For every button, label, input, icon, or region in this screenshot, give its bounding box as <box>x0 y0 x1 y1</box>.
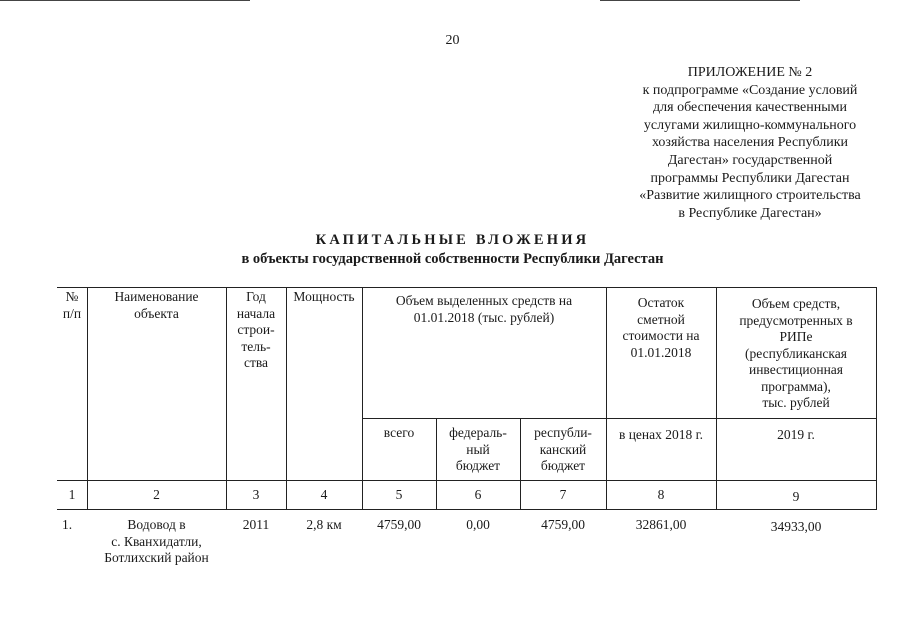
column-number: 7 <box>559 487 567 502</box>
page-number: 20 <box>445 33 460 48</box>
header-capacity: Мощность <box>293 289 355 304</box>
header-ripe-funds: Объем средств, предусмотренных в РИПе (республиканская инвестиционная программа), тыс. рублей <box>739 296 853 410</box>
scan-artifact-line <box>0 0 250 1</box>
column-number: 3 <box>252 487 260 502</box>
column-number: 5 <box>395 487 403 502</box>
header-remaining-cost: Остаток сметной стоимости на 01.01.2018 <box>622 295 700 360</box>
column-number: 8 <box>657 487 665 502</box>
row-republic: 4759,00 <box>541 517 585 532</box>
column-number: 2 <box>153 487 160 502</box>
table-colnum-bottom-border <box>57 509 877 510</box>
header-total: всего <box>383 425 415 440</box>
document-title: КАПИТАЛЬНЫЕ ВЛОЖЕНИЯ <box>315 232 590 248</box>
appendix-line: для обеспечения качественными <box>653 100 847 116</box>
table-column-line <box>876 287 877 509</box>
appendix-line: услугами жилищно-коммунального <box>643 117 857 133</box>
header-year: Год начала строи- тель- ства <box>236 289 276 370</box>
appendix-line: «Развитие жилищного строительства <box>639 188 861 204</box>
column-number: 1 <box>68 487 76 502</box>
column-number: 4 <box>320 487 328 502</box>
column-number: 9 <box>792 489 800 504</box>
appendix-line: ПРИЛОЖЕНИЕ № 2 <box>687 65 813 80</box>
row-capacity: 2,8 км <box>306 517 342 532</box>
header-allocated-funds: Объем выделенных средств на 01.01.2018 (тыс. рублей) <box>395 293 573 325</box>
row-total: 4759,00 <box>377 517 421 532</box>
header-name: Наименование объекта <box>114 289 199 321</box>
appendix-line: к подпрограмме «Создание условий <box>642 82 858 98</box>
appendix-line: хозяйства населения Республики <box>651 135 849 151</box>
appendix-block <box>600 64 900 222</box>
appendix-line: в Республике Дагестан» <box>678 205 822 221</box>
header-federal-budget: федераль- ный бюджет <box>449 425 507 473</box>
document-subtitle: в объекты государственной собственности Республики Дагестан <box>241 251 664 267</box>
row-federal: 0,00 <box>466 517 490 532</box>
header-republic-budget: республи- канский бюджет <box>534 425 592 473</box>
table-column-line <box>286 287 287 509</box>
row-start-year: 2011 <box>242 517 270 532</box>
appendix-line: программы Республики Дагестан <box>650 170 850 186</box>
table-subheader-border <box>362 418 877 419</box>
row-prices-2018: 32861,00 <box>635 517 687 532</box>
row-num: 1. <box>62 517 73 532</box>
header-num: № п/п <box>62 289 82 321</box>
row-year-2019: 34933,00 <box>770 519 822 534</box>
column-number: 6 <box>474 487 482 502</box>
appendix-line: Дагестан» государственной <box>667 152 833 168</box>
row-object-name: Водовод в с. Кванхидатли, Ботлихский район <box>104 517 209 565</box>
table-top-border <box>57 287 877 288</box>
scan-artifact-line <box>600 0 800 1</box>
header-year-2019: 2019 г. <box>777 427 815 442</box>
table-colnum-top-border <box>57 480 877 481</box>
header-prices-2018: в ценах 2018 г. <box>618 427 704 442</box>
